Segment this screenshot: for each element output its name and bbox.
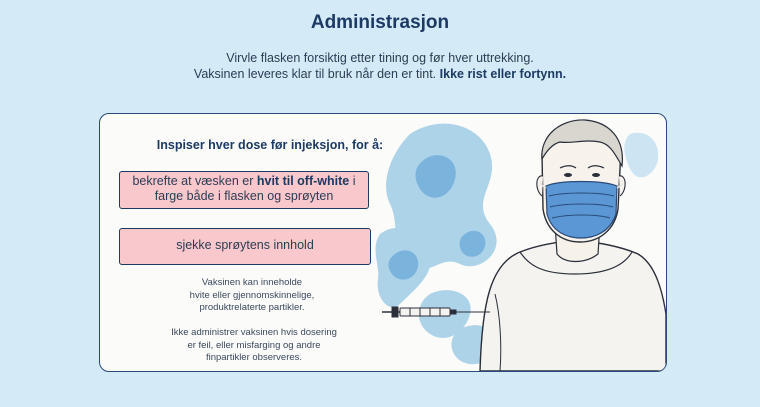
syringe-icon (382, 307, 490, 317)
check-color-highlight: hvit til off-white (256, 174, 350, 188)
intro-line-1: Virvle flasken forsiktig etter tining og før hver uttrekking. (226, 51, 534, 65)
particles-note (102, 277, 402, 315)
particles-note-line-3: produktrelaterte partikler. (199, 302, 305, 313)
intro-line-2 (0, 66, 760, 82)
intro-line-2-text: Vaksinen leveres klar til bruk når den er tint. (193, 67, 437, 81)
do-not-administer-line-3: finpartikler observeres. (205, 352, 303, 363)
check-color-box (119, 171, 369, 209)
intro-warning: Ikke rist eller fortynn. (439, 67, 567, 81)
card-heading: Inspiser hver dose før injeksjon, for å: (156, 138, 384, 152)
do-not-administer-note (104, 327, 404, 365)
page-title: Administrasjon (310, 12, 450, 33)
check-syringe-box: sjekke sprøytens innhold (119, 228, 371, 265)
check-color-text-post: i (352, 174, 356, 188)
particles-note-line-1: Vaksinen kan inneholde (201, 277, 303, 288)
intro-text (0, 50, 760, 82)
check-color-text-pre: bekrefte at væsken er (132, 174, 254, 188)
inspection-card (99, 113, 667, 372)
masked-person-with-syringe-illustration (370, 114, 666, 371)
particles-note-line-2: hvite eller gjennomskinnelige, (189, 289, 315, 301)
check-color-text-line2: farge både i flasken og sprøyten (154, 189, 334, 203)
do-not-administer-line-1: Ikke administrer vaksinen hvis dosering (171, 327, 337, 338)
do-not-administer-line-2: er feil, eller misfarging og andre (187, 339, 321, 351)
